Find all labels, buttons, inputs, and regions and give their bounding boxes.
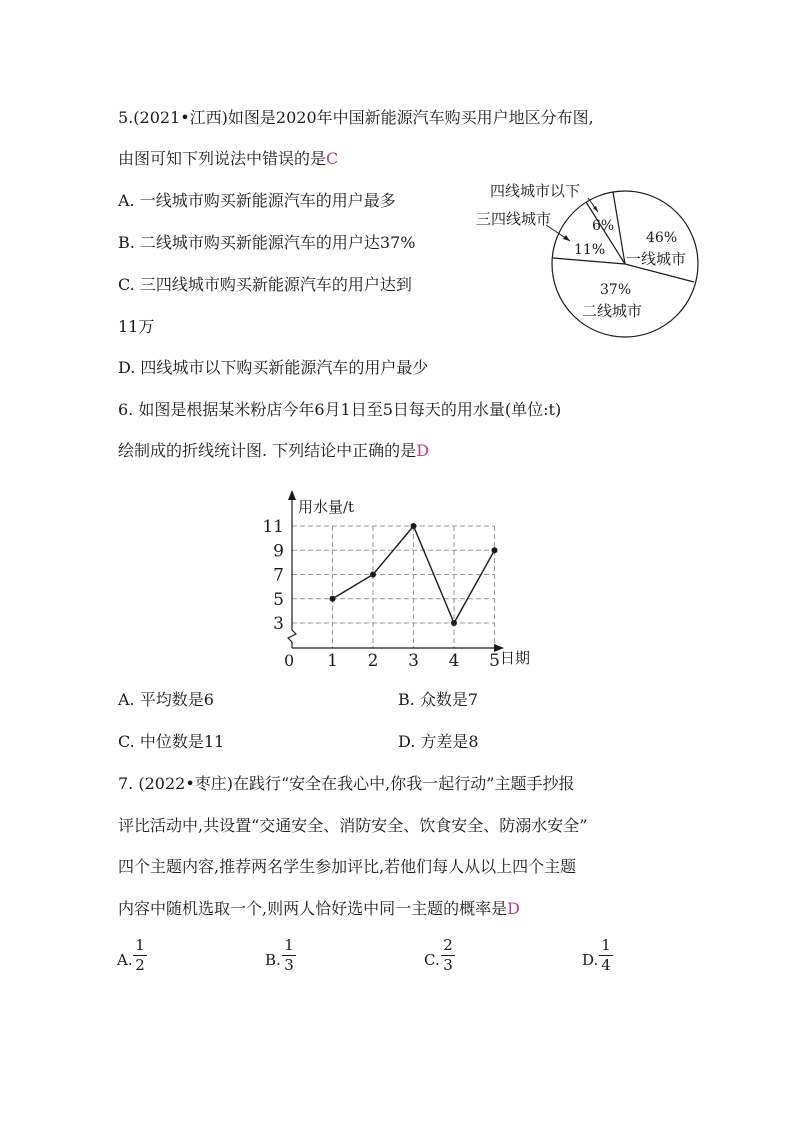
q5-stem-line1: 5.(2021•江西)如图是2020年中国新能源汽车购买用户地区分布图, [118, 108, 594, 127]
q6-option-c: C. 中位数是11 [118, 732, 225, 751]
x-tick-label: 3 [408, 651, 419, 671]
pie-label-second: 二线城市 [582, 302, 643, 320]
q5-option-d: D. 四线城市以下购买新能源汽车的用户最少 [118, 358, 429, 377]
data-point [492, 547, 498, 553]
q6-option-b: B. 众数是7 [398, 690, 479, 709]
q7-option-d-den: 4 [601, 956, 611, 974]
q6-answer: D [416, 441, 430, 460]
q6-stem-line1: 6. 如图是根据某米粉店今年6月1日至5日每天的用水量(单位:t) [118, 400, 562, 419]
q7-option-b-label: B. [265, 951, 281, 969]
q7-option-d-num: 1 [601, 936, 611, 954]
y-tick-label: 7 [273, 565, 284, 586]
pie-pct-46: 46% [646, 230, 678, 246]
x-tick-label: 5 [489, 651, 500, 671]
q7-stem-line1: 7. (2022•枣庄)在践行“安全在我心中,你我一起行动”主题手抄报 [118, 774, 575, 793]
x-tick-label: 4 [448, 651, 460, 671]
chart-origin: 0 [284, 651, 295, 670]
q5-option-c: C. 三四线城市购买新能源汽车的用户达到 [118, 275, 412, 294]
q7-option-a-den: 2 [135, 956, 145, 974]
x-tick-label: 2 [367, 651, 379, 671]
q6-stem-text: 绘制成的折线统计图. 下列结论中正确的是 [118, 441, 417, 460]
chart-y-label: 用水量/t [298, 498, 355, 516]
q7-option-a-label: A. [117, 951, 133, 969]
pie-label-four-below: 四线城市以下 [490, 182, 581, 200]
q7-option-d-label: D. [582, 951, 599, 969]
y-tick-label: 11 [262, 517, 284, 537]
q5-option-b: B. 二线城市购买新能源汽车的用户达37% [118, 233, 416, 252]
q7-option-b-num: 1 [284, 936, 294, 954]
pie-pct-37: 37% [600, 282, 632, 298]
q5-stem-line2 [118, 149, 338, 169]
q7-stem-line2: 评比活动中,共设置“交通安全、消防安全、饮食安全、防溺水安全” [118, 816, 588, 835]
q7-option-a-num: 1 [135, 936, 145, 954]
q7-option-d-fraction [599, 937, 613, 974]
y-tick-label: 9 [273, 541, 284, 562]
q5-option-c-cont: 11万 [118, 317, 155, 336]
q7-answer: D [507, 899, 520, 918]
y-tick-label: 5 [273, 589, 284, 610]
q7-stem-line4 [118, 899, 520, 919]
q5-stem-text: 由图可知下列说法中错误的是 [118, 149, 327, 168]
pie-pct-6: 6% [592, 218, 615, 234]
q7-option-a-fraction [133, 937, 147, 974]
q7-option-c-fraction [441, 937, 455, 974]
chart-grid [292, 526, 495, 648]
pie-label-first: 一线城市 [626, 250, 687, 268]
y-tick-label: 3 [273, 614, 284, 634]
q6-option-a: A. 平均数是6 [118, 690, 214, 709]
line-chart [250, 488, 550, 678]
data-point [370, 572, 376, 578]
q7-option-c-den: 3 [443, 956, 453, 974]
y-axis-break [288, 630, 296, 642]
q7-option-b-den: 3 [284, 956, 294, 974]
pie-chart [470, 178, 710, 348]
y-axis-arrow [288, 490, 296, 500]
q6-option-d: D. 方差是8 [398, 732, 479, 751]
pie-divider-top-right [613, 192, 625, 264]
q7-stem-text: 内容中随机选取一个,则两人恰好选中同一主题的概率是 [118, 899, 508, 918]
x-tick-label: 1 [327, 651, 338, 671]
pie-arrowhead-three-four [563, 235, 570, 241]
data-point [411, 523, 417, 529]
pie-pct-11: 11% [574, 242, 606, 258]
pie-divider-left [553, 258, 625, 264]
q7-option-c-label: C. [424, 951, 440, 969]
q7-option-c-num: 2 [443, 936, 453, 954]
q7-option-b-fraction [282, 937, 296, 974]
data-point [330, 596, 336, 602]
q7-stem-line3: 四个主题内容,推荐两名学生参加评比,若他们每人从以上四个主题 [118, 857, 577, 876]
pie-label-three-four: 三四线城市 [476, 210, 552, 228]
data-point [451, 620, 457, 626]
q5-option-a: A. 一线城市购买新能源汽车的用户最多 [118, 191, 396, 210]
q5-answer: C [326, 149, 339, 168]
q6-stem-line2 [118, 441, 429, 461]
chart-x-label: 日期 [500, 649, 531, 667]
